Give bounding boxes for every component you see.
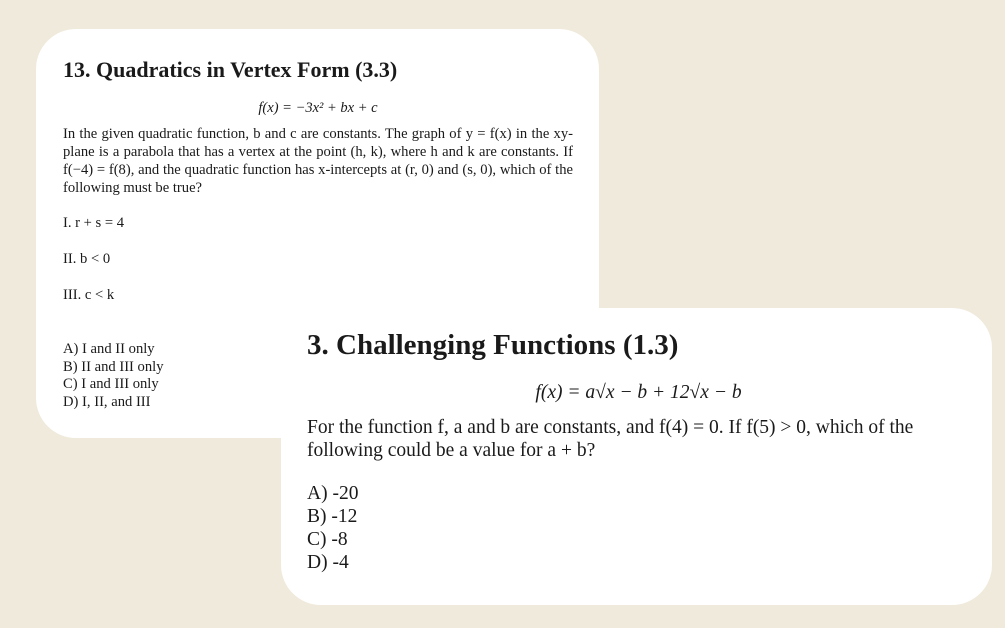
choice-a: A) I and II only bbox=[63, 341, 155, 357]
choice-b: B) II and III only bbox=[63, 358, 164, 375]
statement-3: III. c < k bbox=[63, 287, 115, 303]
statement-1: I. r + s = 4 bbox=[63, 215, 125, 231]
choice-c: C) -8 bbox=[307, 529, 348, 550]
function-equation: f(x) = a√x − b + 12√x − b bbox=[535, 382, 742, 403]
choice-c: C) I and III only bbox=[63, 376, 159, 392]
question-title: 3. Challenging Functions (1.3) bbox=[307, 329, 679, 361]
question-card-3 bbox=[281, 308, 992, 605]
question-title: 13. Quadratics in Vertex Form (3.3) bbox=[63, 57, 398, 82]
statement-2: II. b < 0 bbox=[63, 251, 111, 267]
function-equation: f(x) = −3x² + bx + c bbox=[258, 100, 378, 116]
question-text: In the given quadratic function, b and c are constants. The graph of y = f(x) in the xy-plane is a parabola that has a vertex at the point (h, k), where h and k are constants. If f(−4) = f(8), and the quadratic function has x-intercepts at (r, 0) and (s, 0), which of the following must be true? bbox=[63, 126, 573, 196]
choice-a: A) -20 bbox=[307, 483, 359, 504]
choice-b: B) -12 bbox=[307, 506, 358, 527]
answer-choices bbox=[307, 482, 970, 574]
choice-d: D) I, II, and III bbox=[63, 393, 151, 410]
question-text: For the function f, a and b are constants, and f(4) = 0. If f(5) > 0, which of the following could be a value for a + b? bbox=[307, 417, 914, 461]
choice-d: D) -4 bbox=[307, 552, 349, 573]
